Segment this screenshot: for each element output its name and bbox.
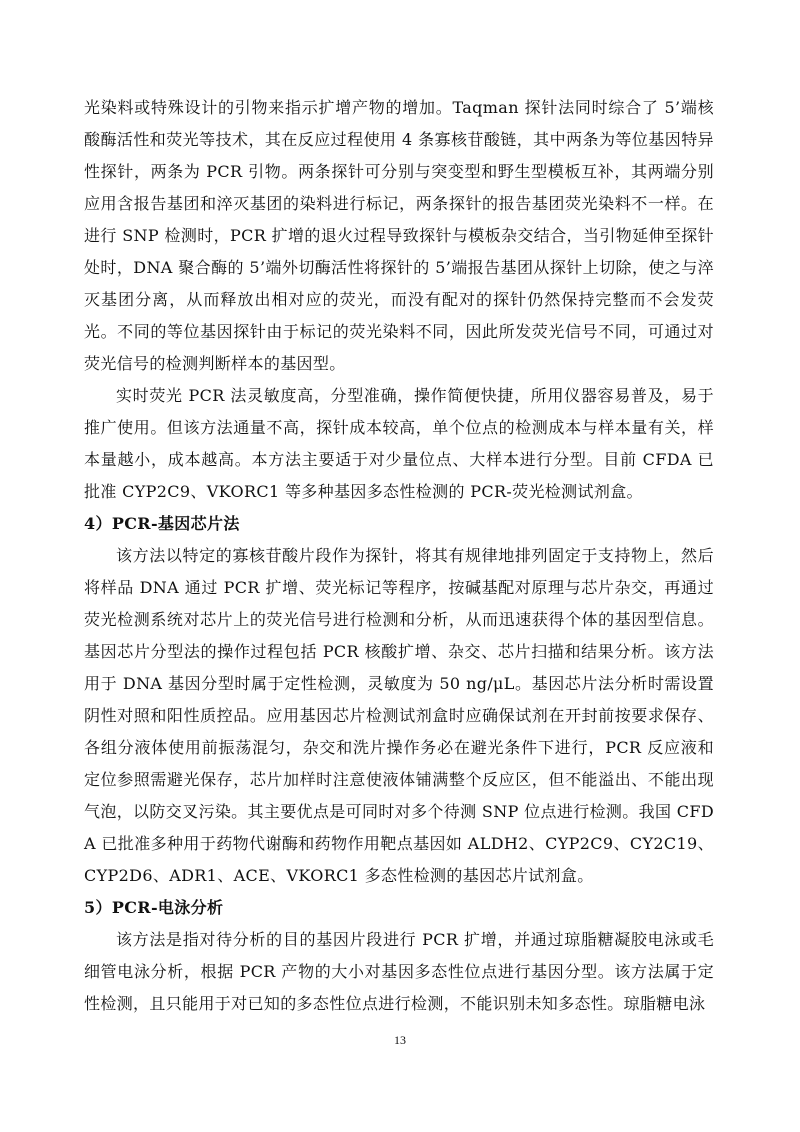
paragraph-realtime-pcr: 实时荧光 PCR 法灵敏度高，分型准确，操作简便快捷，所用仪器容易普及，易于推广使用。但该方法通量不高，探针成本较高，单个位点的检测成本与样本量有关，样本量越小，成本越高。本方法主要适于对少量位点、大样本进行分型。目前 CFDA 已批准 CYP2C9、VKORC1 等多种基因多态性检测的 PCR-荧光检测试剂盒。: [84, 386, 714, 501]
paragraph-gene-chip: 该方法以特定的寡核苷酸片段作为探针，将其有规律地排列固定于支持物上，然后将样品 DNA 通过 PCR 扩增、荧光标记等程序，按碱基配对原理与芯片杂交，再通过荧光检测系统对芯片上的荧光信号进行检测和分析，从而迅速获得个体的基因型信息。基因芯片分型法的操作过程包括 PCR 核酸扩增、杂交、芯片扫描和结果分析。该方法用于 DNA 基因分型时属于定性检测，灵敏度为 50 ng/μL。基因芯片法分析时需设置阴性对照和阳性质控品。应用基因芯片检测试剂盒时应确保试剂在开封前按要求保存、各组分液体使用前振荡混匀，杂交和洗片操作务必在避光条件下进行，PCR 反应液和定位参照需避光保存，芯片加样时注意使液体铺满整个反应区，但不能溢出、不能出现气泡，以防交叉污染。其主要优点是可同时对多个待测 SNP 位点进行检测。我国 CFDA 已批准多种用于药物代谢酶和药物作用靶点基因如 ALDH2、CYP2C9、CY2C19、CYP2D6、ADR1、ACE、VKORC1 多态性检测的基因芯片试剂盒。: [84, 546, 714, 885]
section-heading-electrophoresis: 5）PCR-电泳分析: [84, 898, 224, 917]
page-number: 13: [394, 1033, 406, 1047]
paragraph-taqman: 光染料或特殊设计的引物来指示扩增产物的增加。Taqman 探针法同时综合了 5’端核酸酶活性和荧光等技术，其在反应过程使用 4 条寡核苷酸链，其中两条为等位基因特异性探针，两条为 PCR 引物。两条探针可分别与突变型和野生型模板互补，其两端分别应用含报告基团和淬灭基团的染料进行标记，两条探针的报告基团荧光染料不一样。在进行 SNP 检测时，PCR 扩增的退火过程导致探针与模板杂交结合，当引物延伸至探针处时，DNA 聚合酶的 5’端外切酶活性将探针的 5’端报告基团从探针上切除，使之与淬灭基团分离，从而释放出相对应的荧光，而没有配对的探针仍然保持完整而不会发荧光。不同的等位基因探针由于标记的荧光染料不同，因此所发荧光信号不同，可通过对荧光信号的检测判断样本的基因型。: [84, 98, 714, 373]
paragraph-electrophoresis: 该方法是指对待分析的目的基因片段进行 PCR 扩增，并通过琼脂糖凝胶电泳或毛细管电泳分析，根据 PCR 产物的大小对基因多态性位点进行基因分型。该方法属于定性检测，且只能用于对已知的多态性位点进行检测，不能识别未知多态性。琼脂糖电泳: [84, 930, 714, 1013]
document-page: [84, 92, 714, 1020]
section-heading-gene-chip: 4）PCR-基因芯片法: [84, 514, 240, 533]
